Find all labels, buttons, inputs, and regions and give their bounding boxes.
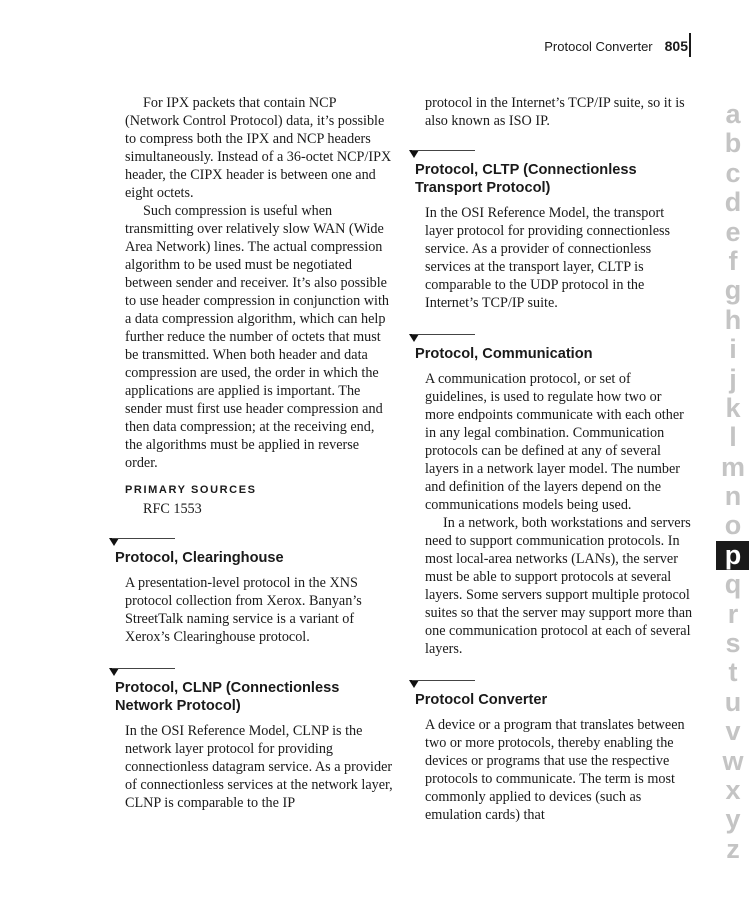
entry-definition: In a network, both workstations and servers need to support communication protocols. In most local-area networks (LANs), the server must be able to support protocols at several layers. Some servers support multiple protocol suites so that the server may support more than one communication protocol at each of several layers. xyxy=(425,515,693,657)
thumb-tab-v: v xyxy=(725,716,741,747)
entry-marker-icon xyxy=(409,331,693,345)
thumb-tab-a: a xyxy=(725,99,741,129)
thumb-tab-g: g xyxy=(724,275,742,306)
entry-definition: In the OSI Reference Model, CLNP is the network layer protocol for providing connectionless datagram service. As a provider of connectionless services at the network layer, CLNP is comparable to the IP xyxy=(125,723,393,811)
body-paragraph: Such compression is useful when transmitting over relatively slow WAN (Wide Area Network) lines. The actual compression algorithm to be used must be negotiated between sender and receiver. It’s also possible to use header compression in conjunction with a data compression algorithm, which can help further reduce the number of octets that must be transmitted. When both header and data compression are used, the order in which the applications are applied is important. The sender must first use header compression and then data compression; at the receiving end, the algorithms must be applied in reverse order. xyxy=(125,203,389,471)
entry-heading: Protocol, CLTP (Connectionless Transport Protocol) xyxy=(415,162,637,196)
thumb-tab-u: u xyxy=(724,686,742,717)
thumb-tab-s: s xyxy=(725,628,741,659)
thumb-tab-b: b xyxy=(724,128,742,159)
thumb-tab-z: z xyxy=(726,833,740,864)
entry-heading: Protocol, CLNP (Connectionless Network Protocol) xyxy=(115,680,340,714)
left-column xyxy=(115,94,393,812)
entry-communication xyxy=(415,331,693,658)
entry-definition: In the OSI Reference Model, the transport layer protocol for providing connectionless service. As a provider of connectionless services at the transport layer, CLTP is comparable to the UDP protocol in the Internet’s TCP/IP suite. xyxy=(425,205,671,311)
entry-definition: A presentation-level protocol in the XNS protocol collection from Xerox. Banyan’s StreetTalk naming service is a variant of Xerox’s Clearinghouse protocol. xyxy=(125,575,362,645)
entry-definition: A communication protocol, or set of guidelines, is used to regulate how two or more endpoints communicate with each other in any legal combination. Communication protocols can be defined at any of several layers in a network layer model. The number and definition of the layers depend on the communications models being used. xyxy=(425,371,684,513)
thumb-tab-d: d xyxy=(724,187,742,218)
thumb-tab-n: n xyxy=(724,481,742,512)
thumb-tab-l: l xyxy=(729,422,737,453)
thumb-tab-i: i xyxy=(729,334,737,365)
thumb-tab-r: r xyxy=(727,598,739,629)
thumb-tab-y: y xyxy=(725,804,741,835)
page-number: 805 xyxy=(664,38,688,54)
header-rule xyxy=(689,33,691,57)
entry-heading: Protocol, Clearinghouse xyxy=(115,550,284,566)
thumb-tab-j: j xyxy=(729,363,737,394)
thumb-tab-m: m xyxy=(720,451,745,482)
thumb-tab-e: e xyxy=(725,216,741,247)
primary-sources-item: RFC 1553 xyxy=(143,501,202,517)
continuation-paragraph: protocol in the Internet’s TCP/IP suite, so it is also known as ISO IP. xyxy=(425,95,685,129)
running-head xyxy=(544,36,688,56)
running-title: Protocol Converter xyxy=(544,38,653,54)
thumb-tab-t: t xyxy=(728,657,738,688)
thumb-tab-q: q xyxy=(724,569,742,600)
entry-clnp xyxy=(115,665,393,812)
entry-marker-icon xyxy=(409,147,693,161)
thumb-tab-c: c xyxy=(725,157,741,188)
entry-cltp xyxy=(415,147,693,312)
entry-heading: Protocol Converter xyxy=(415,692,548,708)
thumb-tab-p: p xyxy=(716,541,749,570)
body-paragraph: For IPX packets that contain NCP (Network Control Protocol) data, it’s possible to compress both the IPX and NCP headers simultaneously. Instead of a 36-octet NCP/IPX header, the CIPX header is between one and eight octets. xyxy=(125,95,392,201)
entry-marker-icon xyxy=(109,665,393,679)
primary-sources-label: PRIMARY SOURCES xyxy=(125,484,257,496)
entry-protocol-converter xyxy=(415,677,693,824)
entry-clearinghouse xyxy=(115,535,393,646)
thumb-tab-h: h xyxy=(724,304,742,335)
entry-marker-icon xyxy=(109,535,393,549)
thumb-tab-x: x xyxy=(725,774,741,805)
thumb-tab-f: f xyxy=(728,245,738,276)
entry-definition: A device or a program that translates between two or more protocols, thereby enabling the devices or programs that use the respective protocols to communicate. The term is most commonly applied to devices (such as emulation cards) that xyxy=(425,717,685,823)
entry-heading: Protocol, Communication xyxy=(415,346,593,362)
thumb-index xyxy=(716,100,749,864)
thumb-tab-k: k xyxy=(725,392,741,423)
thumb-tab-w: w xyxy=(722,745,744,776)
thumb-tab-o: o xyxy=(724,510,742,541)
entry-marker-icon xyxy=(409,677,693,691)
right-column xyxy=(415,94,693,824)
